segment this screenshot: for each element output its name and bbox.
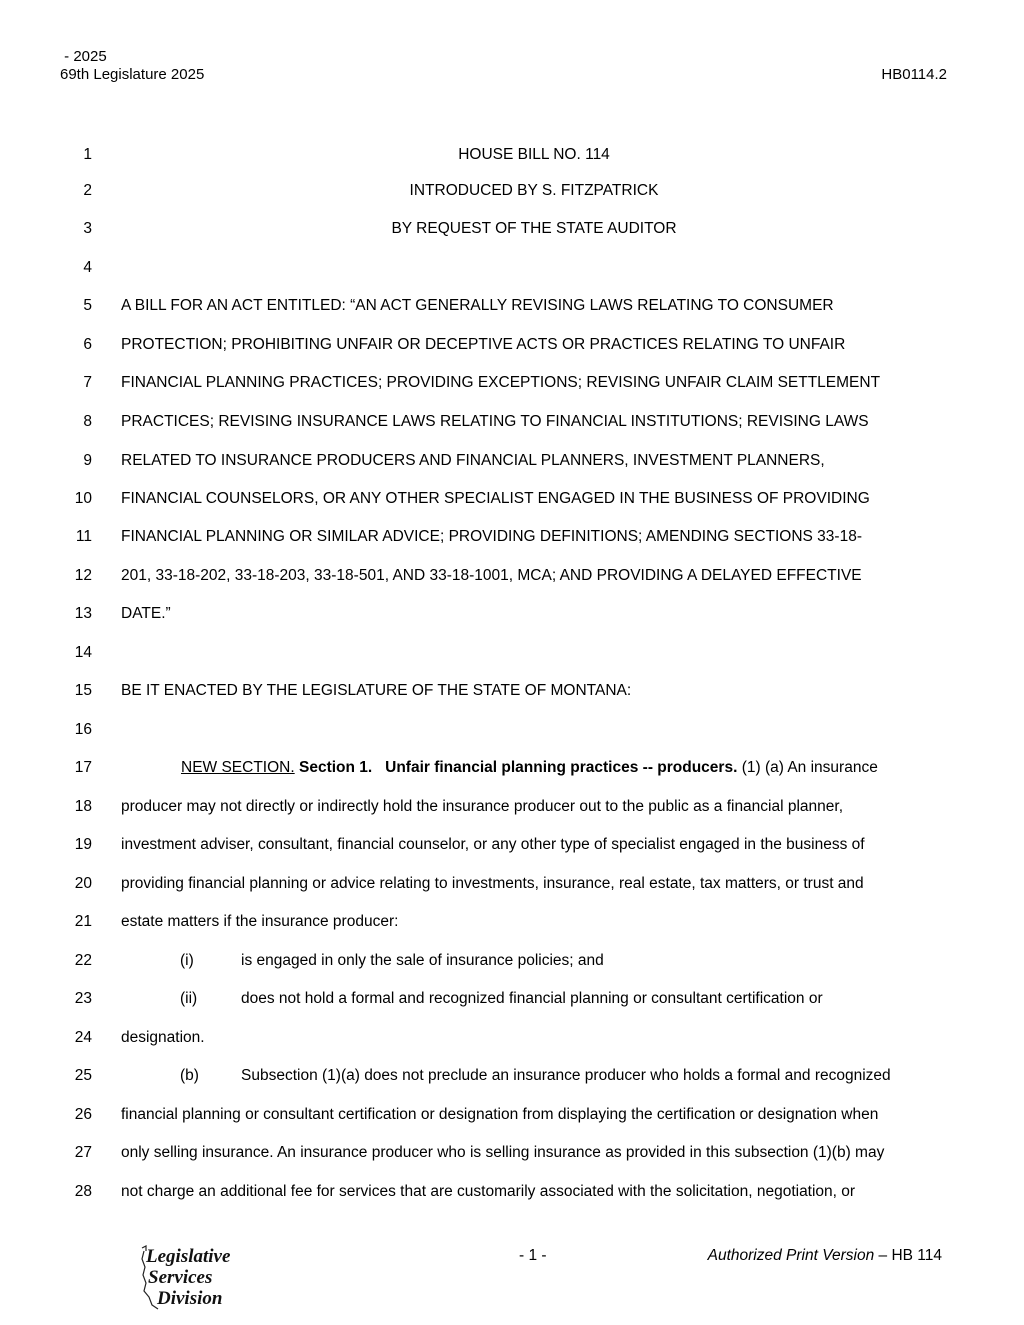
line-18 bbox=[0, 798, 1024, 836]
line-number: 19 bbox=[74, 836, 92, 853]
new-section-label: NEW SECTION. bbox=[181, 759, 295, 776]
line-text: providing financial planning or advice relating to investments, insurance, real estate, tax matters, or trust and bbox=[121, 875, 864, 892]
introduced-by: INTRODUCED BY S. FITZPATRICK bbox=[409, 182, 659, 199]
line-number: 9 bbox=[83, 452, 92, 469]
line-20 bbox=[0, 875, 1024, 913]
line-8 bbox=[0, 413, 1024, 451]
footer-bill: HB 114 bbox=[891, 1247, 942, 1264]
line-3 bbox=[0, 220, 1024, 258]
subsection-marker: (i) bbox=[180, 952, 194, 969]
header-year: - 2025 bbox=[60, 48, 107, 65]
line-text: PRACTICES; REVISING INSURANCE LAWS RELATING TO FINANCIAL INSTITUTIONS; REVISING LAWS bbox=[121, 413, 869, 430]
line-24 bbox=[0, 1029, 1024, 1067]
authorized-print-version bbox=[708, 1247, 942, 1265]
line-text: not charge an additional fee for services that are customarily associated with the solicitation, negotiation, or bbox=[121, 1183, 856, 1200]
line-6 bbox=[0, 336, 1024, 374]
line-22 bbox=[0, 952, 1024, 990]
line-number: 8 bbox=[83, 413, 92, 430]
line-number: 2 bbox=[83, 182, 92, 199]
line-text: Subsection (1)(a) does not preclude an insurance producer who holds a formal and recognized bbox=[241, 1067, 891, 1084]
line-number: 18 bbox=[74, 798, 92, 815]
line-7 bbox=[0, 374, 1024, 412]
line-text: producer may not directly or indirectly hold the insurance producer out to the public as a financial planner, bbox=[121, 798, 844, 815]
authorized-label: Authorized Print Version bbox=[707, 1247, 875, 1264]
line-number: 1 bbox=[83, 146, 92, 163]
line-number: 23 bbox=[74, 990, 92, 1007]
line-text: PROTECTION; PROHIBITING UNFAIR OR DECEPTIVE ACTS OR PRACTICES RELATING TO UNFAIR bbox=[121, 336, 846, 353]
line-text: only selling insurance. An insurance producer who is selling insurance as provided in this subsection (1)(b) may bbox=[121, 1144, 885, 1161]
line-number: 15 bbox=[74, 682, 92, 699]
line-10 bbox=[0, 490, 1024, 528]
line-number: 24 bbox=[74, 1029, 92, 1046]
header-bill-id: HB0114.2 bbox=[881, 66, 947, 83]
line-number: 21 bbox=[74, 913, 92, 930]
line-text: investment adviser, consultant, financial counselor, or any other type of specialist engaged in the business of bbox=[121, 836, 865, 853]
line-number: 12 bbox=[74, 567, 92, 584]
line-text: designation. bbox=[121, 1029, 205, 1046]
section-number: Section 1. bbox=[298, 759, 373, 776]
line-number: 10 bbox=[74, 490, 92, 507]
line-number: 7 bbox=[83, 374, 92, 391]
line-number: 4 bbox=[83, 259, 92, 276]
logo-line-3: Division bbox=[157, 1288, 223, 1309]
subsection-marker: (ii) bbox=[180, 990, 198, 1007]
line-12 bbox=[0, 567, 1024, 605]
line-number: 5 bbox=[83, 297, 92, 314]
section-heading bbox=[181, 759, 948, 777]
line-9 bbox=[0, 452, 1024, 490]
line-number: 25 bbox=[74, 1067, 92, 1084]
line-text: FINANCIAL COUNSELORS, OR ANY OTHER SPECIALIST ENGAGED IN THE BUSINESS OF PROVIDING bbox=[121, 490, 870, 507]
line-13 bbox=[0, 605, 1024, 643]
line-number: 16 bbox=[74, 721, 92, 738]
line-27 bbox=[0, 1144, 1024, 1182]
line-number: 26 bbox=[74, 1106, 92, 1123]
logo-line-2: Services bbox=[148, 1267, 213, 1288]
line-number: 6 bbox=[83, 336, 92, 353]
line-16 bbox=[0, 721, 1024, 759]
header-legislature: 69th Legislature 2025 bbox=[60, 66, 205, 83]
line-text: does not hold a formal and recognized financial planning or consultant certification or bbox=[241, 990, 823, 1007]
line-text: A BILL FOR AN ACT ENTITLED: “AN ACT GENERALLY REVISING LAWS RELATING TO CONSUMER bbox=[121, 297, 834, 314]
line-4 bbox=[0, 259, 1024, 297]
footer-dash: – bbox=[874, 1247, 892, 1264]
line-11 bbox=[0, 528, 1024, 566]
line-23 bbox=[0, 990, 1024, 1028]
line-17 bbox=[0, 759, 1024, 797]
line-14 bbox=[0, 644, 1024, 682]
page-number: - 1 - bbox=[519, 1247, 547, 1264]
bill-title: HOUSE BILL NO. 114 bbox=[458, 146, 610, 163]
line-number: 22 bbox=[74, 952, 92, 969]
logo-line-1: Legislative bbox=[146, 1246, 231, 1267]
legislative-services-division-logo bbox=[136, 1245, 246, 1313]
line-text: FINANCIAL PLANNING OR SIMILAR ADVICE; PROVIDING DEFINITIONS; AMENDING SECTIONS 33-18- bbox=[121, 528, 862, 545]
line-number: 20 bbox=[74, 875, 92, 892]
line-number: 11 bbox=[75, 528, 92, 545]
line-number: 3 bbox=[83, 220, 92, 237]
line-text: 201, 33-18-202, 33-18-203, 33-18-501, AND 33-18-1001, MCA; AND PROVIDING A DELAYED EFFECTIVE bbox=[121, 567, 862, 584]
line-5 bbox=[0, 297, 1024, 335]
line-1 bbox=[0, 146, 1024, 184]
line-number: 13 bbox=[74, 605, 92, 622]
line-2 bbox=[0, 182, 1024, 220]
line-25 bbox=[0, 1067, 1024, 1105]
by-request: BY REQUEST OF THE STATE AUDITOR bbox=[391, 220, 677, 237]
line-number: 17 bbox=[74, 759, 92, 776]
line-number: 27 bbox=[74, 1144, 92, 1161]
line-text: is engaged in only the sale of insurance policies; and bbox=[241, 952, 604, 969]
line-number: 14 bbox=[74, 644, 92, 661]
line-text: DATE.” bbox=[121, 605, 171, 622]
line-text: financial planning or consultant certification or designation from displaying the certification or designation when bbox=[121, 1106, 879, 1123]
line-15 bbox=[0, 682, 1024, 720]
line-text: RELATED TO INSURANCE PRODUCERS AND FINANCIAL PLANNERS, INVESTMENT PLANNERS, bbox=[121, 452, 825, 469]
line-21 bbox=[0, 913, 1024, 951]
line-number: 28 bbox=[74, 1183, 92, 1200]
line-19 bbox=[0, 836, 1024, 874]
enacting-clause: BE IT ENACTED BY THE LEGISLATURE OF THE STATE OF MONTANA: bbox=[121, 682, 632, 699]
line-26 bbox=[0, 1106, 1024, 1144]
section-title: Unfair financial planning practices -- producers. bbox=[385, 759, 738, 776]
line-28 bbox=[0, 1183, 1024, 1221]
line-text: estate matters if the insurance producer: bbox=[121, 913, 399, 930]
line-text: (1) (a) An insurance bbox=[737, 759, 878, 776]
line-text: FINANCIAL PLANNING PRACTICES; PROVIDING EXCEPTIONS; REVISING UNFAIR CLAIM SETTLEMENT bbox=[121, 374, 881, 391]
subsection-marker: (b) bbox=[180, 1067, 199, 1084]
